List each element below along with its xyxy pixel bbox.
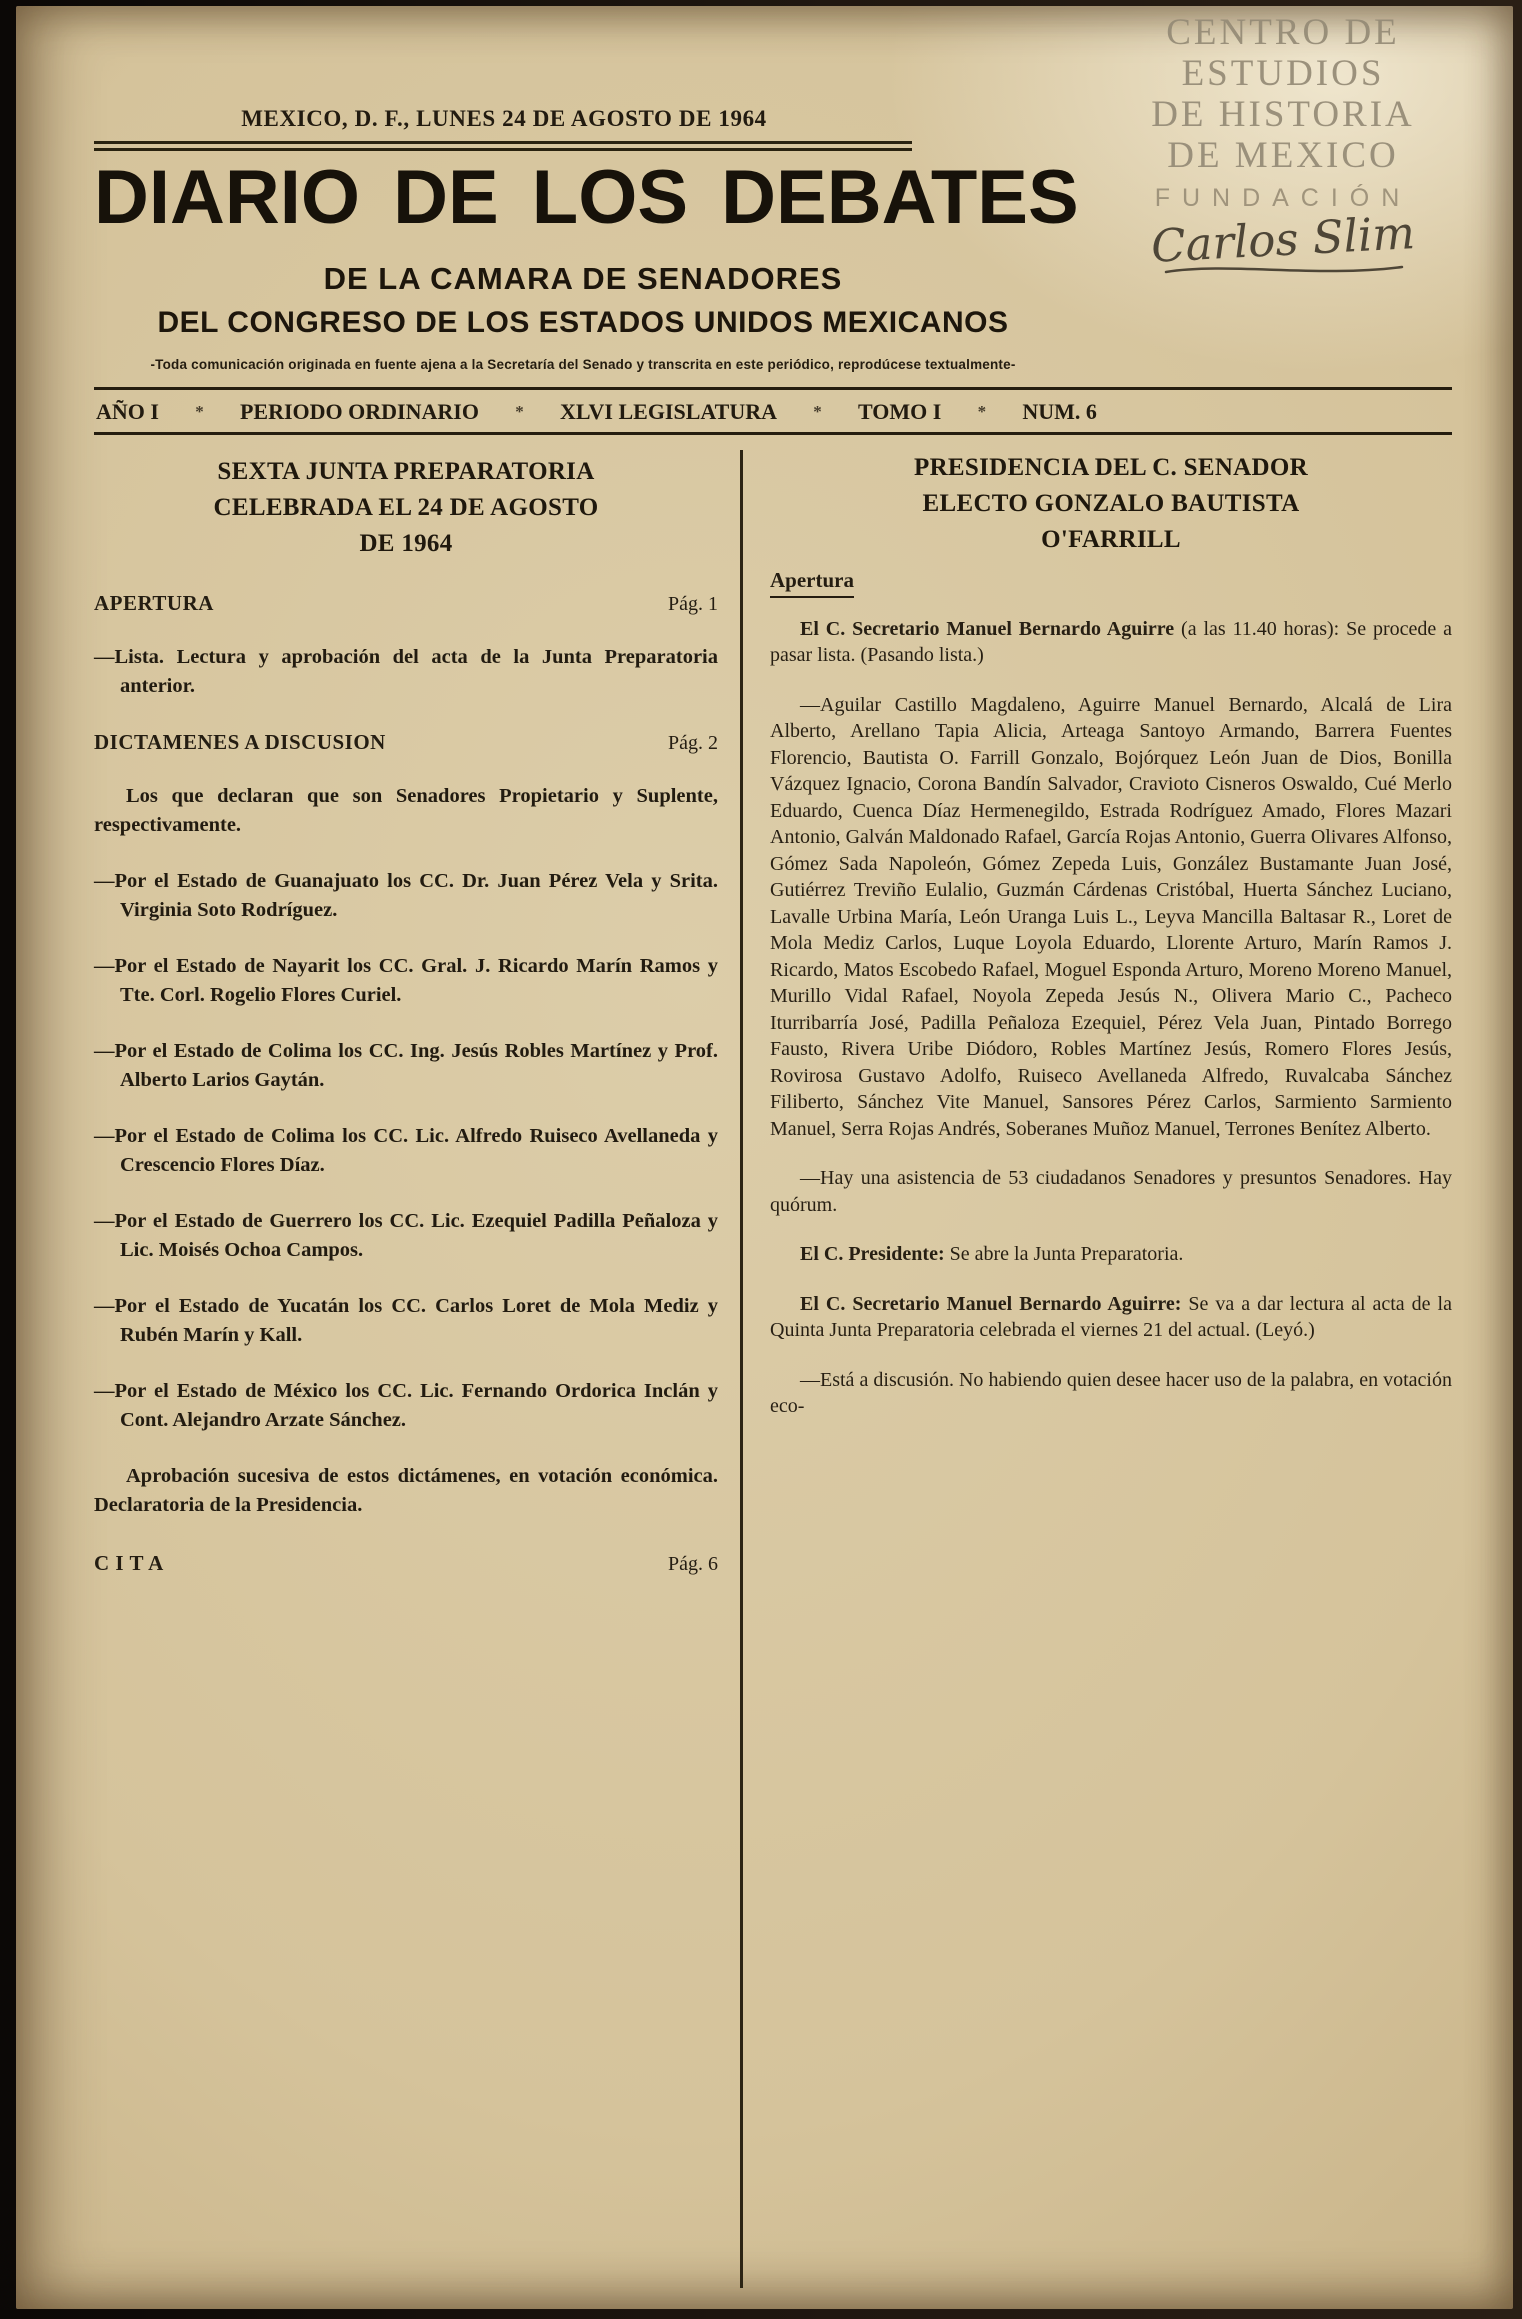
summary-item: —Por el Estado de México los CC. Lic. Fernando Ordorica Inclán y Cont. Alejandro Arzate Sánchez.	[94, 1379, 718, 1431]
summary-item: Aprobación sucesiva de estos dictámenes, en votación económica. Declaratoria de la Presidencia.	[94, 1464, 718, 1516]
column-divider	[740, 450, 743, 2288]
heading-line: PRESIDENCIA DEL C. SENADOR	[914, 453, 1308, 481]
session-paragraph	[770, 1241, 1452, 1268]
two-column-body	[94, 450, 1452, 2288]
dateline-block	[94, 106, 914, 151]
toc-page-number: Pág. 6	[668, 1552, 718, 1575]
dateline: MEXICO, D. F., LUNES 24 DE AGOSTO DE 1964	[241, 106, 767, 131]
separator-star-icon: *	[813, 401, 822, 421]
edition-year: AÑO I	[96, 398, 159, 424]
paragraph-text: —Aguilar Castillo Magdaleno, Aguirre Manuel Bernardo, Alcalá de Lira Alberto, Arellano Tapia Alicia, Arteaga Santoyo Armando, Barrera Fuentes Florencio, Bautista O. Farrill Gonzalo, Bojórquez León Juan de Dios, Bonilla Vázquez Ignacio, Corona Bandín Salvador, Cravioto Cisneros Oswaldo, Cué Merlo Eduardo, Cuenca Díaz Hermenegildo, Estrada Rodríguez Amado, Flores Mazari Antonio, Galván Maldonado Rafael, García Rojas Antonio, Guerra Olivares Alfonso, Gómez Sada Napoleón, Gómez Zepeda Luis, González Bustamante Juan José, Gutiérrez Treviño Eulalio, Guzmán Cárdenas Cristóbal, Huerta Sánchez Luciano, Lavalle Urbina María, León Uranga Luis L., Leyva Mancilla Baltasar R., Loret de Mola Mediz Carlos, Luque Loyola Eduardo, Llorente Arturo, Marín Ramos J. Ricardo, Matos Escobedo Rafael, Moguel Esponda Arturo, Moreno Moreno Manuel, Murillo Vidal Rafael, Noyola Zepeda Jesús N., Olivera Mario C., Pacheco Iturribarría José, Padilla Peñaloza Ezequiel, Pérez Vela Juan, Pintado Borrego Fausto, Rivera Uribe Diódoro, Robles Martínez Jesús, Romero Flores Jesús, Rovirosa Gustavo Adolfo, Ruiseco Avellaneda Alfredo, Ruvalcaba Sánchez Filiberto, Sánchez Vite Manuel, Sansores Pérez Carlos, Sarmiento Sarmiento Manuel, Serra Rojas Andrés, Soberanes Muñoz Manuel, Terrones Benítez Alberto.	[770, 693, 1452, 1140]
summary-item: —Por el Estado de Yucatán los CC. Carlos Loret de Mola Mediz y Rubén Marín y Kall.	[94, 1294, 718, 1346]
heading-line: SEXTA JUNTA PREPARATORIA	[217, 457, 595, 485]
heading-line: CELEBRADA EL 24 DE AGOSTO	[213, 493, 599, 521]
masthead	[94, 155, 1079, 372]
edition-tome: TOMO I	[858, 398, 942, 424]
newspaper-page	[16, 6, 1513, 2309]
edition-number: NUM. 6	[1022, 398, 1097, 424]
speaker-name: El C. Secretario Manuel Bernardo Aguirre	[800, 617, 1175, 640]
paragraph-text: (a las 11.40 horas): Se procede a pasar lista. (Pasando lista.)	[770, 617, 1453, 667]
toc-entry	[94, 591, 718, 616]
masthead-subtitle-2: DEL CONGRESO DE LOS ESTADOS UNIDOS MEXICANOS	[157, 305, 1009, 339]
summary-column	[94, 450, 718, 2288]
separator-star-icon: *	[515, 401, 524, 421]
heading-line: ELECTO GONZALO BAUTISTA	[922, 489, 1300, 517]
edition-legislature: XLVI LEGISLATURA	[559, 398, 777, 424]
toc-page-number: Pág. 2	[668, 731, 718, 754]
double-rule	[94, 141, 912, 151]
masthead-motto: -Toda comunicación originada en fuente ajena a la Secretaría del Senado y transcrita en este periódico, reprodúcese textualmente-	[150, 356, 1016, 372]
separator-star-icon: *	[195, 401, 204, 421]
right-column-heading	[770, 450, 1452, 558]
edition-info-line	[94, 390, 1099, 432]
stamp-text-line: CENTRO DE	[1166, 12, 1400, 53]
stamp-text-line: DE MEXICO	[1167, 135, 1399, 176]
speaker-name: El C. Presidente:	[800, 1243, 945, 1266]
toc-entry	[94, 730, 718, 755]
paragraph-text: —Está a discusión. No habiendo quien desee hacer uso de la palabra, en votación eco-	[770, 1368, 1452, 1418]
stamp-foundation-label: FUNDACIÓN	[1154, 184, 1412, 212]
page-content	[94, 106, 1452, 2288]
summary-item: —Por el Estado de Nayarit los CC. Gral. J. Ricardo Marín Ramos y Tte. Corl. Rogelio Flores Curiel.	[94, 954, 718, 1006]
heading-line: DE 1964	[359, 529, 453, 557]
paragraph-text: —Hay una asistencia de 53 ciudadanos Senadores y presuntos Senadores. Hay quórum.	[770, 1167, 1452, 1216]
summary-item: —Lista. Lectura y aprobación del acta de la Junta Preparatoria anterior.	[94, 645, 718, 697]
edition-period: PERIODO ORDINARIO	[239, 398, 479, 424]
stamp-text-line: DE HISTORIA	[1151, 94, 1415, 135]
summary-item: Los que declaran que son Senadores Propietario y Suplente, respectivamente.	[94, 784, 718, 836]
separator-star-icon: *	[977, 401, 987, 421]
summary-item: —Por el Estado de Colima los CC. Ing. Jesús Robles Martínez y Prof. Alberto Larios Gaytán.	[94, 1039, 718, 1091]
session-paragraph	[770, 1291, 1452, 1344]
session-paragraph	[770, 616, 1452, 669]
toc-label: C I T A	[94, 1550, 164, 1575]
toc-entry	[94, 1551, 718, 1576]
stamp-text-line: ESTUDIOS	[1181, 53, 1385, 94]
section-label-apertura: Apertura	[770, 568, 854, 598]
roll-call-paragraph	[770, 692, 1452, 1143]
heading-line: O'FARRILL	[1041, 525, 1181, 553]
toc-label: DICTAMENES A DISCUSION	[94, 729, 386, 754]
session-column	[770, 450, 1452, 2288]
session-paragraph	[770, 1165, 1452, 1218]
paragraph-text: Se va a dar lectura al acta de la Quinta Junta Preparatoria celebrada el viernes 21 del actual. (Leyó.)	[770, 1292, 1452, 1342]
summary-item: —Por el Estado de Guanajuato los CC. Dr. Juan Pérez Vela y Srita. Virginia Soto Rodríguez.	[94, 869, 718, 921]
masthead-subtitle-1: DE LA CAMARA DE SENADORES	[323, 260, 843, 296]
toc-page-number: Pág. 1	[668, 592, 718, 615]
handwritten-signature: Carlos Slim	[1149, 206, 1417, 273]
summary-item: —Por el Estado de Colima los CC. Lic. Alfredo Ruiseco Avellaneda y Crescencio Flores Díaz.	[94, 1124, 718, 1176]
left-column-heading	[94, 454, 718, 562]
masthead-title: DIARIO DE LOS DEBATES	[94, 155, 1079, 240]
toc-label: APERTURA	[94, 590, 214, 615]
summary-item: —Por el Estado de Guerrero los CC. Lic. Ezequiel Padilla Peñaloza y Lic. Moisés Ochoa Campos.	[94, 1209, 718, 1261]
paragraph-text: Se abre la Junta Preparatoria.	[949, 1243, 1184, 1266]
speaker-name: El C. Secretario Manuel Bernardo Aguirre:	[800, 1292, 1182, 1315]
horizontal-rule-bottom	[94, 432, 1452, 435]
session-paragraph	[770, 1367, 1452, 1420]
